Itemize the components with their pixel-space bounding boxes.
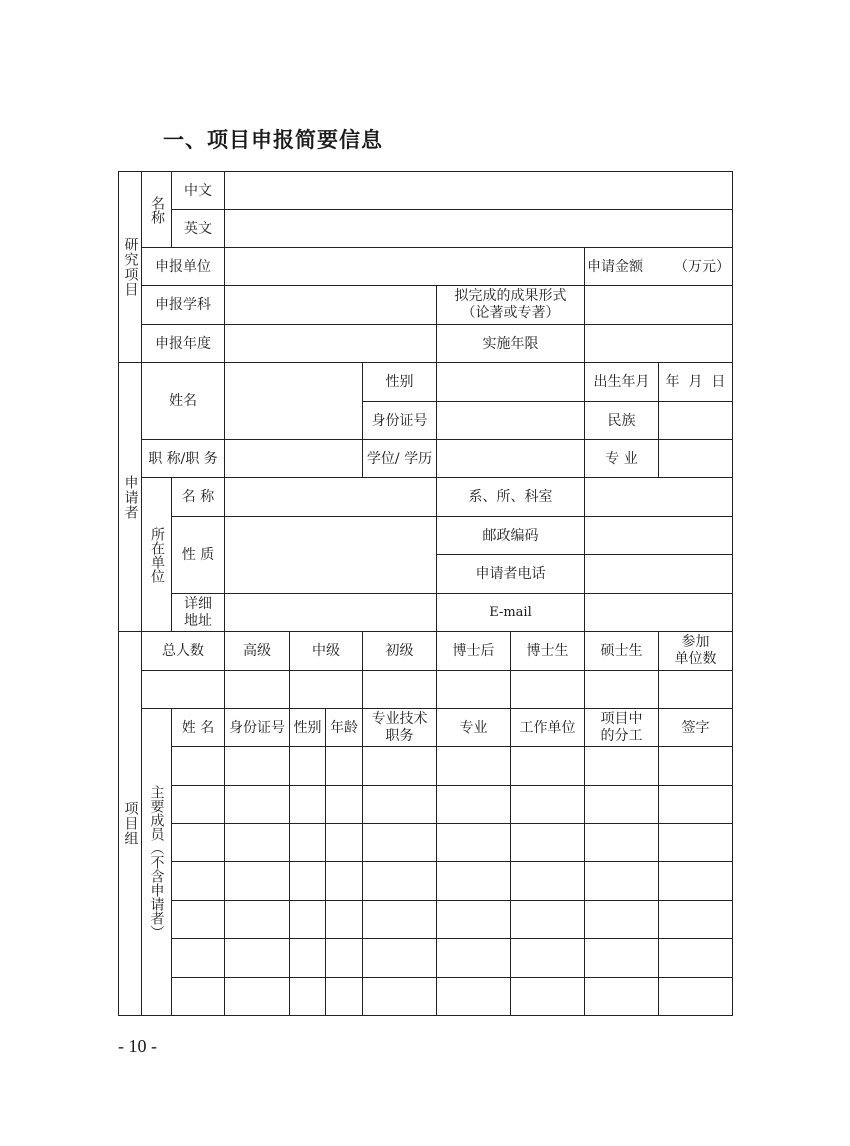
table-row[interactable]	[172, 901, 732, 938]
table-row[interactable]	[172, 939, 732, 977]
title-label: 职 称/职 务	[148, 450, 218, 467]
duration-field[interactable]	[585, 325, 732, 362]
table-row[interactable]	[172, 978, 732, 1015]
applicant-name-field[interactable]	[225, 363, 362, 439]
participating-label-line: 单位数	[674, 651, 717, 667]
participating-label-line: 参加	[681, 634, 710, 650]
members-label	[142, 709, 171, 1015]
year-label: 申报年度	[155, 335, 211, 352]
tech-title-line: 专业技术	[371, 710, 428, 727]
id-number-label: 身份证号	[371, 412, 428, 429]
nature-label: 性 质	[181, 547, 215, 563]
section-label-text: 项目组	[122, 801, 139, 846]
team-header-junior: 初级	[385, 643, 414, 659]
address-field[interactable]	[225, 594, 436, 631]
section-label-research-project	[119, 172, 141, 362]
member-header-gender: 性别	[293, 719, 322, 736]
chinese-name-field[interactable]	[225, 172, 732, 209]
postcode-label: 邮政编码	[482, 527, 539, 544]
members-label-text: 主要成员（不含申请者）	[148, 785, 165, 939]
gender-label: 性别	[385, 374, 414, 390]
english-label: 英文	[184, 220, 212, 237]
birth-label: 出生年月	[593, 374, 650, 390]
team-intermediate-field[interactable]	[290, 671, 362, 708]
team-header-masters: 硕士生	[600, 643, 643, 659]
section-label-text: 申请者	[122, 474, 139, 520]
team-header-phd: 博士生	[526, 643, 569, 659]
team-phd-field[interactable]	[511, 671, 584, 708]
phone-label: 申请者电话	[475, 566, 546, 582]
email-label: E-mail	[489, 604, 532, 620]
member-header-age: 年龄	[330, 719, 358, 736]
team-masters-field[interactable]	[585, 671, 658, 708]
applying-unit-field[interactable]	[225, 248, 584, 285]
team-header-total: 总人数	[162, 643, 204, 659]
outcome-form-field[interactable]	[585, 286, 732, 324]
address-label-line: 地址	[184, 612, 212, 629]
outcome-label-line: （论著或专著）	[461, 305, 560, 321]
page-heading: 一、项目申报简要信息	[163, 128, 383, 152]
gender-field[interactable]	[437, 363, 584, 401]
degree-label: 学位/ 学历	[366, 450, 433, 467]
table-row[interactable]	[172, 862, 732, 900]
amount-unit: （万元）	[674, 258, 730, 275]
team-header-participating-units	[659, 632, 732, 670]
name-label-text: 名称	[149, 195, 165, 224]
address-label-line: 详细	[184, 595, 212, 612]
phone-field[interactable]	[585, 555, 732, 593]
id-number-field[interactable]	[437, 402, 584, 439]
org-label	[142, 478, 171, 631]
discipline-field[interactable]	[225, 286, 436, 324]
role-line: 的分工	[600, 727, 643, 744]
team-header-intermediate: 中级	[312, 643, 340, 659]
major-label: 专 业	[605, 450, 638, 467]
duration-label: 实施年限	[482, 335, 539, 352]
member-header-work-unit: 工作单位	[519, 719, 576, 736]
org-label-text: 所在单位	[149, 526, 165, 583]
department-field[interactable]	[585, 478, 732, 516]
team-postdoc-field[interactable]	[437, 671, 510, 708]
email-field[interactable]	[585, 594, 732, 631]
section-label-applicant	[119, 363, 141, 631]
ethnicity-field[interactable]	[659, 402, 732, 439]
org-name-field[interactable]	[225, 478, 436, 516]
applicant-name-label: 姓名	[169, 393, 197, 409]
member-header-name: 姓 名	[181, 719, 215, 736]
postcode-field[interactable]	[585, 517, 732, 554]
amount-cell[interactable]	[585, 248, 732, 285]
english-name-field[interactable]	[225, 210, 732, 247]
team-units-field[interactable]	[659, 671, 732, 708]
applying-unit-label: 申报单位	[155, 258, 211, 275]
title-field[interactable]	[225, 440, 362, 477]
role-line: 项目中	[600, 710, 643, 727]
degree-field[interactable]	[437, 440, 584, 477]
ethnicity-label: 民族	[607, 412, 636, 429]
member-header-role	[585, 709, 658, 746]
section-label-text: 研究项目	[122, 237, 139, 297]
team-header-senior: 高级	[243, 643, 271, 659]
nature-field[interactable]	[225, 517, 436, 593]
tech-title-line: 职务	[385, 727, 414, 744]
major-field[interactable]	[659, 440, 732, 477]
member-header-id: 身份证号	[229, 719, 285, 736]
chinese-label: 中文	[184, 182, 212, 199]
member-header-tech-title	[363, 709, 436, 746]
team-header-postdoc: 博士后	[452, 643, 495, 659]
member-header-major: 专业	[459, 719, 488, 736]
section-label-project-team	[119, 632, 141, 1015]
name-label	[142, 172, 171, 247]
page-number: - 10 -	[118, 1036, 157, 1056]
department-label: 系、所、科室	[468, 489, 553, 505]
outcome-form-label	[437, 286, 584, 324]
birth-date-field[interactable]: 年 月 日	[665, 374, 726, 390]
team-senior-field[interactable]	[225, 671, 289, 708]
table-row[interactable]	[172, 747, 732, 785]
outcome-label-line: 拟完成的成果形式	[454, 288, 567, 304]
year-field[interactable]	[225, 325, 436, 362]
amount-label: 申请金额	[587, 258, 643, 275]
table-row[interactable]	[172, 824, 732, 861]
org-name-label: 名 称	[181, 489, 215, 505]
discipline-label: 申报学科	[155, 297, 211, 313]
team-total-field[interactable]	[142, 671, 224, 708]
member-header-signature: 签字	[681, 719, 710, 736]
team-junior-field[interactable]	[363, 671, 436, 708]
address-label	[172, 594, 224, 631]
table-row[interactable]	[172, 786, 732, 823]
